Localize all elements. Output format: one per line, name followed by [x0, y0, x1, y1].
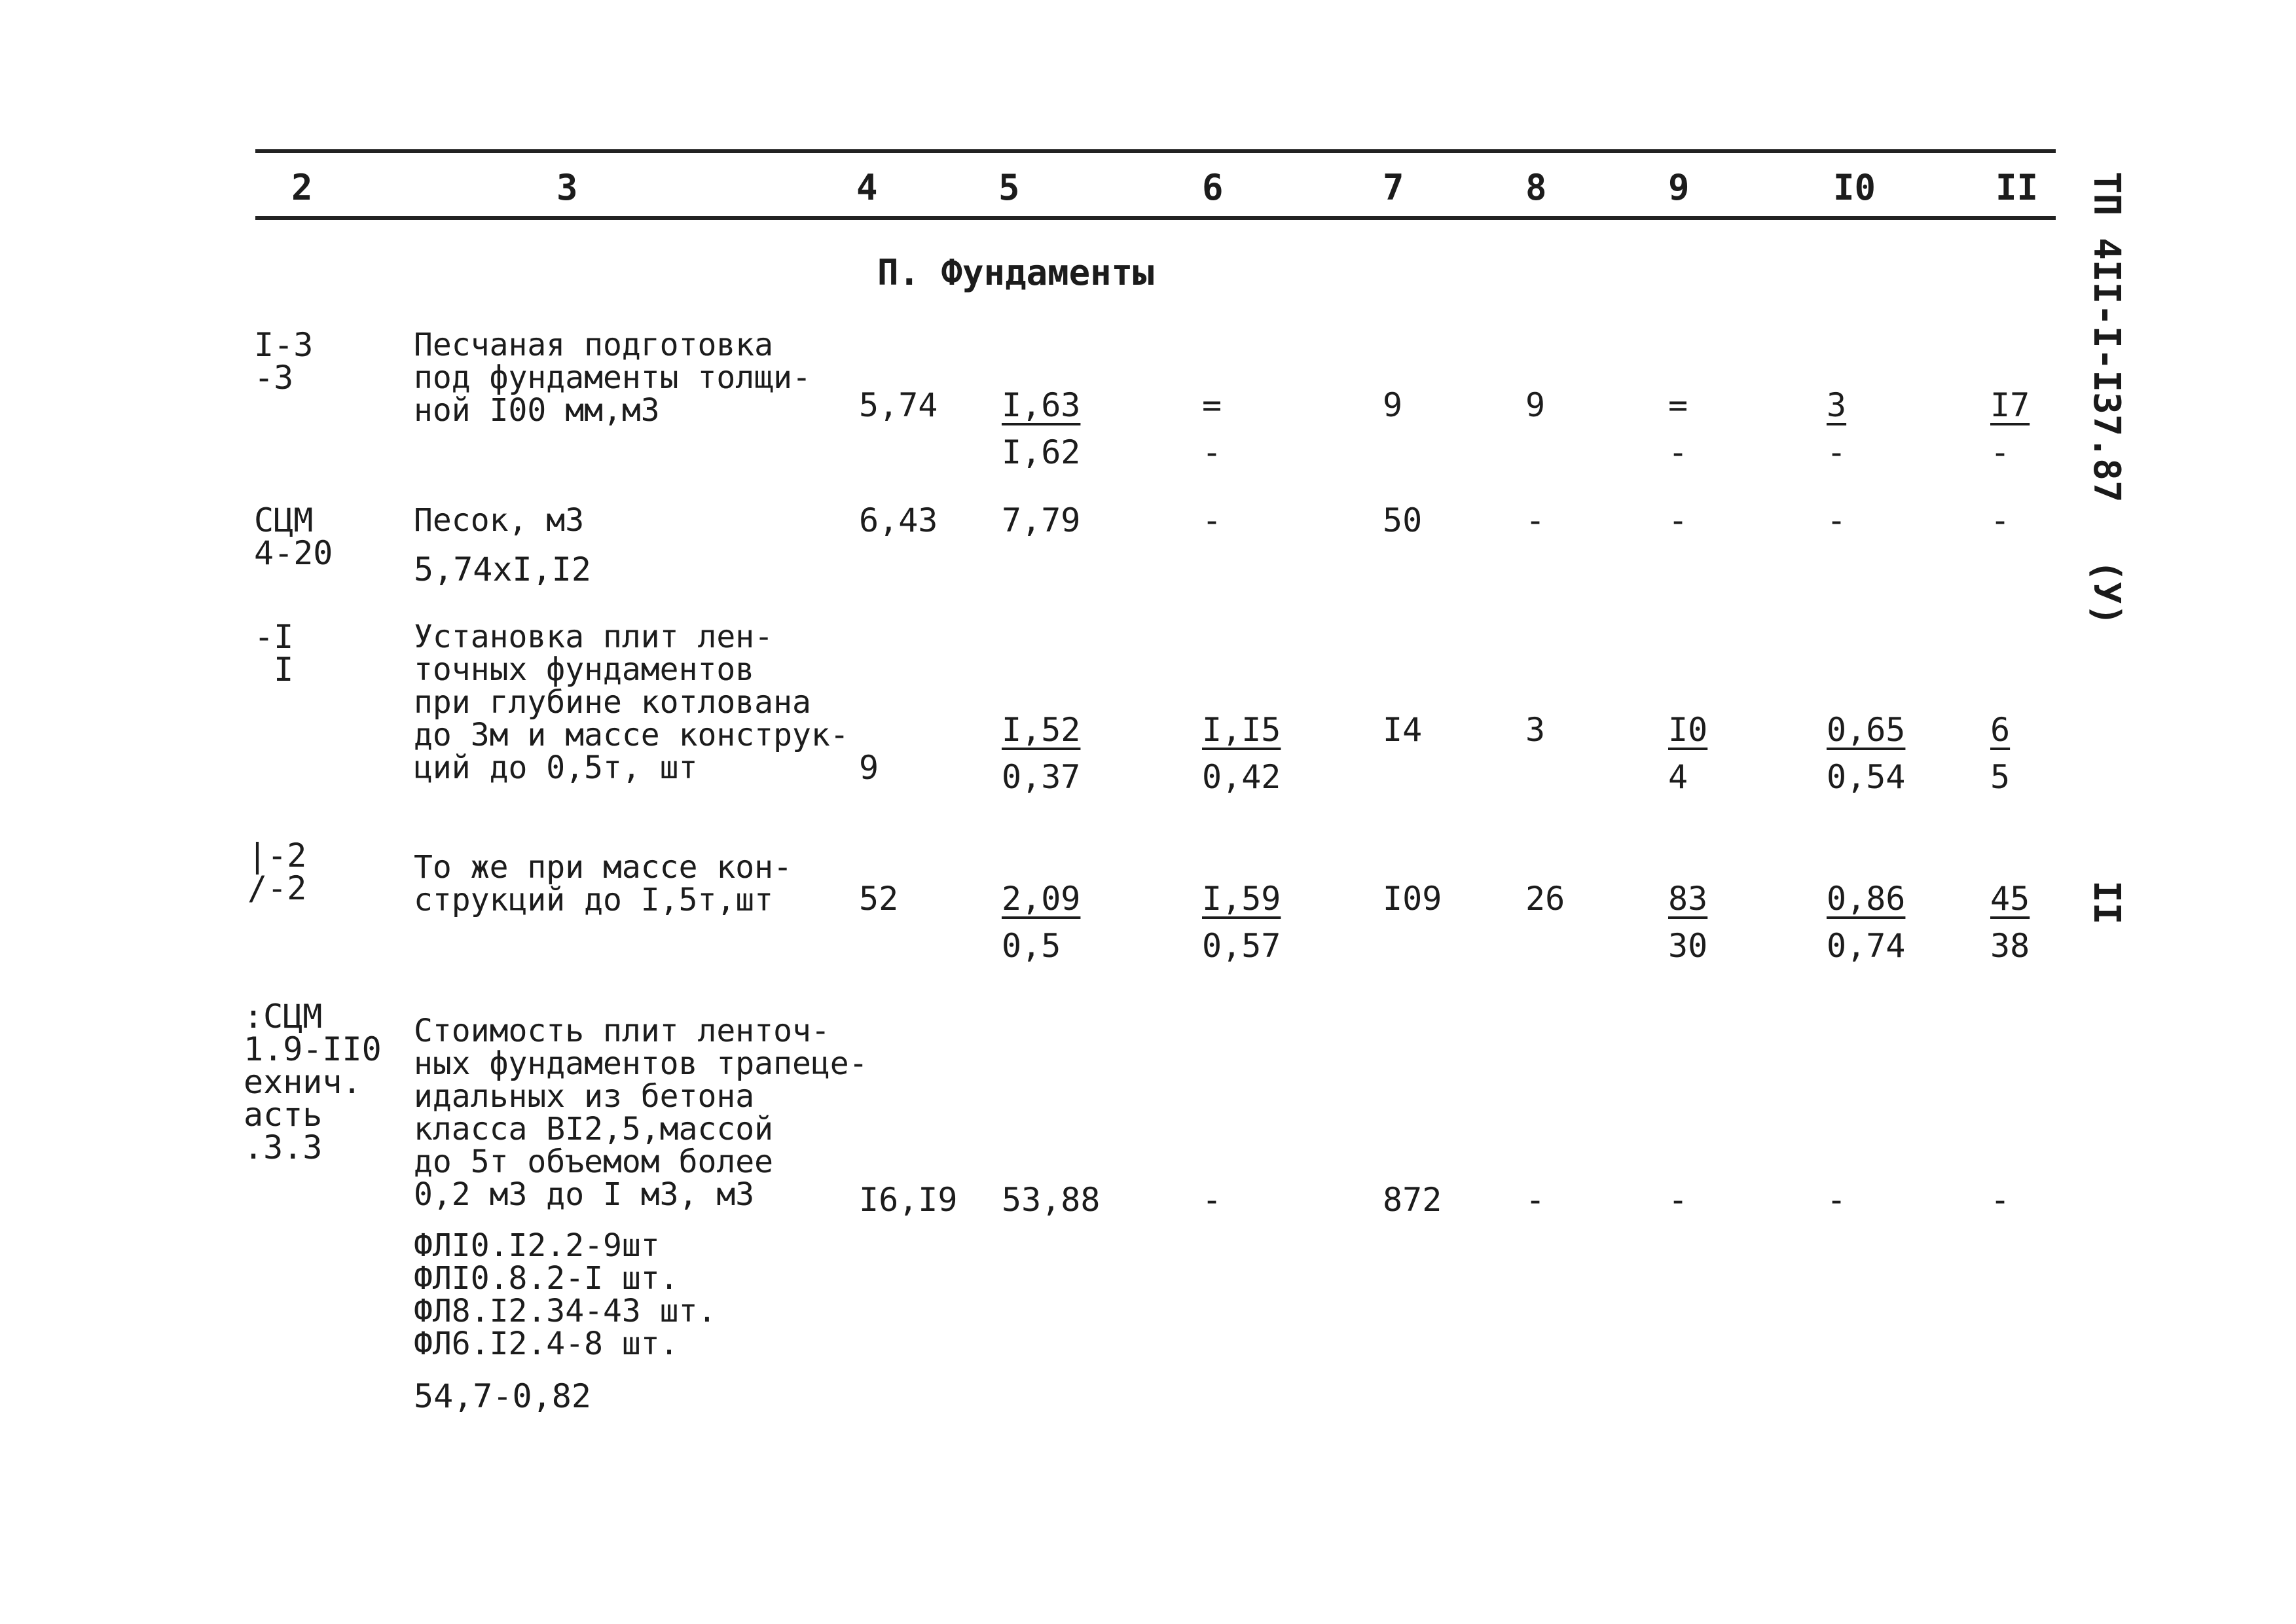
- row3-col10-bottom: 0,54: [1827, 758, 1906, 796]
- row2-col10: -: [1827, 501, 1847, 539]
- row2-col9: -: [1668, 501, 1688, 539]
- row3-col5: [1002, 711, 1081, 796]
- row1-col9-top: =: [1668, 386, 1688, 424]
- row4-col6-top: I,59: [1202, 880, 1281, 918]
- col-header-6: 6: [1202, 167, 1224, 208]
- row3-col11: [1990, 711, 2011, 796]
- row4-code: |-2 /-2: [247, 837, 307, 907]
- row3-col11-bottom: 5: [1990, 758, 2011, 796]
- row4-col10-top: 0,86: [1827, 880, 1906, 918]
- row1-col6: [1202, 386, 1222, 471]
- row1-col11: [1990, 386, 2030, 471]
- row4-col10: [1827, 880, 1906, 965]
- row4-col11-top: 45: [1990, 880, 2030, 918]
- side-page-number: II: [2085, 880, 2128, 925]
- row2-col11: -: [1990, 501, 2011, 539]
- row1-col10-top: 3: [1827, 386, 1847, 424]
- row2-col4: 6,43: [859, 501, 938, 539]
- row1-col9: [1668, 386, 1688, 471]
- row5-col6: -: [1202, 1181, 1222, 1219]
- row4-description: То же при массе кон- струкций до I,5т,шт: [414, 849, 792, 918]
- row3-col6-top: I,I5: [1202, 711, 1281, 749]
- row3-col8: 3: [1525, 711, 1546, 749]
- row3-col9-bottom: 4: [1668, 758, 1688, 796]
- row2-formula: 5,74хI,I2: [414, 550, 591, 588]
- row5-col8: -: [1525, 1181, 1546, 1219]
- row1-col4: 5,74: [859, 386, 938, 424]
- row4-col6: [1202, 880, 1281, 965]
- row3-col10-top: 0,65: [1827, 711, 1906, 749]
- row4-col9-bottom: 30: [1668, 927, 1708, 965]
- row2-col6: -: [1202, 501, 1222, 539]
- row4-col11: [1990, 880, 2030, 965]
- row4-col6-bottom: 0,57: [1202, 927, 1281, 965]
- row4-col7: I09: [1383, 880, 1442, 918]
- col-header-3: 3: [556, 167, 578, 208]
- col-header-7: 7: [1383, 167, 1404, 208]
- col-header-4: 4: [856, 167, 878, 208]
- row2-col8: -: [1525, 501, 1546, 539]
- row1-code: I-3 -3: [254, 326, 314, 397]
- section-title: П. Фундаменты: [877, 252, 1154, 293]
- row5-col5: 53,88: [1002, 1181, 1101, 1219]
- row4-col8: 26: [1525, 880, 1565, 918]
- col-header-2: 2: [291, 167, 313, 208]
- row1-col10-bottom: -: [1827, 433, 1847, 471]
- row4-col4: 52: [859, 880, 899, 918]
- row5-col4: I6,I9: [859, 1181, 958, 1219]
- row5-description: Стоимость плит ленточ- ных фундаментов трапеце- идальных из бетона класса BI2,5,массой до 5т объемом более 0,2 м3 до I м3, м3: [414, 1013, 868, 1213]
- row3-description: Установка плит лен- точных фундаментов при глубине котлована до 3м и массе конструк- ций до 0,5т, шт: [414, 619, 849, 786]
- row1-col5-bottom: I,62: [1002, 433, 1081, 471]
- row1-col11-bottom: -: [1990, 433, 2011, 471]
- row4-col11-bottom: 38: [1990, 927, 2030, 965]
- row2-code: СЦМ 4-20: [254, 501, 333, 572]
- col-header-9: 9: [1668, 167, 1690, 208]
- col-header-5: 5: [998, 167, 1020, 208]
- row3-col4: 9: [859, 749, 879, 787]
- row4-col9-top: 83: [1668, 880, 1708, 918]
- side-document-suffix: (У): [2085, 560, 2128, 626]
- row1-col8: 9: [1525, 386, 1546, 424]
- row4-col9: [1668, 880, 1708, 965]
- table-top-rule: [255, 149, 2056, 153]
- row4-col5-bottom: 0,5: [1002, 927, 1061, 965]
- row3-col11-top: 6: [1990, 711, 2011, 749]
- row5-col7: 872: [1383, 1181, 1442, 1219]
- row1-col6-bottom: -: [1202, 433, 1222, 471]
- row3-col6: [1202, 711, 1281, 796]
- row1-col6-top: =: [1202, 386, 1222, 424]
- row1-col11-top: I7: [1990, 386, 2030, 424]
- col-header-8: 8: [1525, 167, 1547, 208]
- row2-col5: 7,79: [1002, 501, 1081, 539]
- row1-col10: [1827, 386, 1847, 471]
- row2-col7: 50: [1383, 501, 1423, 539]
- col-header-10: I0: [1833, 167, 1876, 208]
- row4-col5-top: 2,09: [1002, 880, 1081, 918]
- row4-col10-bottom: 0,74: [1827, 927, 1906, 965]
- row5-col11: -: [1990, 1181, 2011, 1219]
- row3-col5-top: I,52: [1002, 711, 1081, 749]
- row4-col5: [1002, 880, 1081, 965]
- col-header-11: II: [1995, 167, 2039, 208]
- row2-description: Песок, м3: [414, 502, 585, 539]
- side-document-code: ТП 4II-I-I37.87: [2085, 171, 2128, 503]
- row1-col5: [1002, 386, 1081, 471]
- row3-col7: I4: [1383, 711, 1423, 749]
- row3-col9-top: I0: [1668, 711, 1708, 749]
- table-header-rule: [255, 216, 2056, 220]
- row5-formula: 54,7-0,82: [414, 1377, 591, 1415]
- row5-col9: -: [1668, 1181, 1688, 1219]
- row3-col10: [1827, 711, 1906, 796]
- row1-col5-top: I,63: [1002, 386, 1081, 424]
- row5-item-list: ФЛI0.I2.2-9шт ФЛI0.8.2-I шт. ФЛ8.I2.34-43 шт. ФЛ6.I2.4-8 шт.: [414, 1227, 717, 1362]
- row3-col5-bottom: 0,37: [1002, 758, 1081, 796]
- row1-col9-bottom: -: [1668, 433, 1688, 471]
- row5-col10: -: [1827, 1181, 1847, 1219]
- row5-code: :СЦМ 1.9-II0 ехнич. асть .3.3: [244, 998, 382, 1166]
- row3-col6-bottom: 0,42: [1202, 758, 1281, 796]
- row1-description: Песчаная подготовка под фундаменты толщи- ной I00 мм,м3: [414, 327, 811, 429]
- row3-col9: [1668, 711, 1708, 796]
- row1-col7: 9: [1383, 386, 1403, 424]
- row3-code: -I I: [254, 618, 294, 689]
